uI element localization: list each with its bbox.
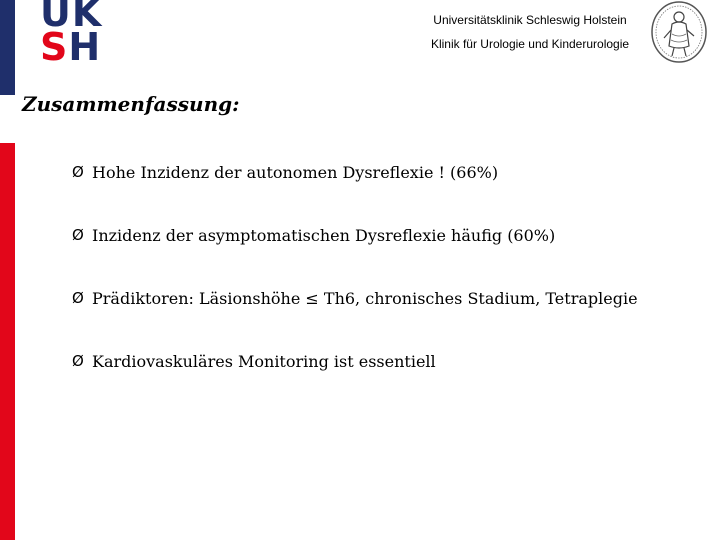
arrow-bullet-icon: Ø — [72, 289, 84, 307]
logo-line1: UK — [40, 0, 103, 35]
list-item — [72, 281, 638, 315]
bullet-text: Kardiovaskuläres Monitoring ist essentiell — [92, 351, 436, 371]
bullet-text: Inzidenz der asymptomatischen Dysreflexie häufig (60%) — [92, 225, 556, 245]
list-item — [72, 344, 638, 378]
logo-letter-h: H — [68, 25, 102, 69]
bullet-text: Prädiktoren: Läsionshöhe ≤ Th6, chronisches Stadium, Tetraplegie — [92, 288, 638, 308]
institution-name: Universitätsklinik Schleswig Holstein — [433, 13, 627, 27]
logo-letter-s: S — [40, 25, 69, 69]
list-item — [72, 155, 638, 189]
university-seal-icon — [650, 0, 708, 64]
bullet-text: Hohe Inzidenz der autonomen Dysreflexie ! (66%) — [92, 162, 499, 182]
arrow-bullet-icon: Ø — [72, 163, 84, 181]
accent-bar-navy — [0, 0, 15, 95]
uksh-logo — [40, 0, 103, 69]
logo-line2 — [40, 25, 102, 69]
slide-title: Zusammenfassung: — [22, 92, 240, 116]
summary-bullet-list — [72, 155, 638, 407]
accent-bar-red — [0, 143, 15, 540]
list-item — [72, 218, 638, 252]
arrow-bullet-icon: Ø — [72, 352, 84, 370]
arrow-bullet-icon: Ø — [72, 226, 84, 244]
department-name: Klinik für Urologie und Kinderurologie — [430, 37, 630, 51]
